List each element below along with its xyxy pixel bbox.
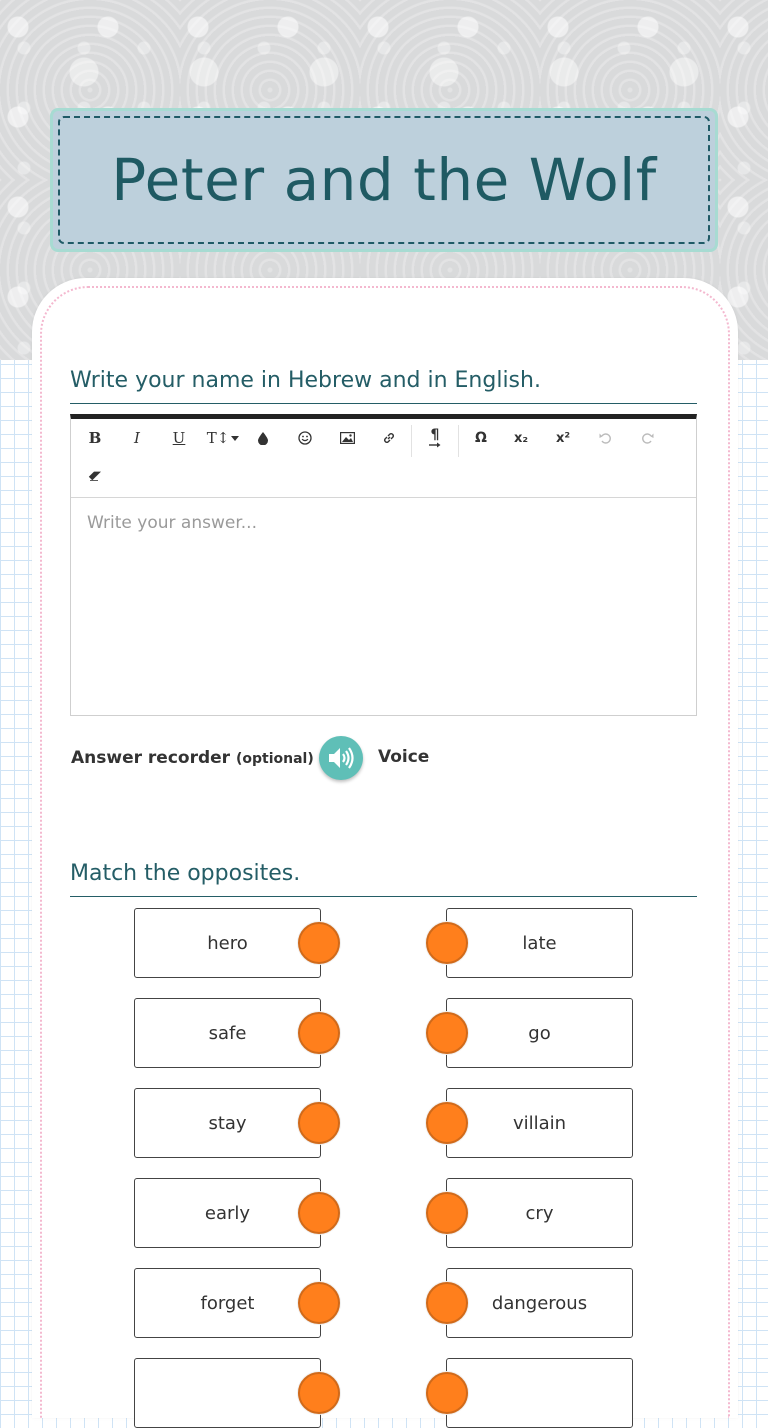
question-1-heading: Write your name in Hebrew and in English. bbox=[70, 368, 697, 404]
bold-button[interactable]: B bbox=[88, 429, 102, 447]
match-right-item[interactable]: go bbox=[446, 998, 633, 1068]
match-left-connector[interactable] bbox=[298, 1192, 340, 1234]
match-right-connector[interactable] bbox=[426, 1372, 468, 1414]
underline-button[interactable]: U bbox=[172, 429, 186, 447]
match-left-item[interactable]: stay bbox=[134, 1088, 321, 1158]
match-right-connector[interactable] bbox=[426, 1102, 468, 1144]
arrow-right-icon bbox=[428, 442, 442, 448]
recorder-label-text: Answer recorder bbox=[71, 748, 231, 768]
question-2-heading: Match the opposites. bbox=[70, 861, 697, 897]
match-right-connector[interactable] bbox=[426, 922, 468, 964]
chevron-down-icon bbox=[231, 436, 239, 441]
italic-button[interactable]: I bbox=[134, 429, 140, 447]
page-title: Peter and the Wolf bbox=[111, 146, 657, 214]
match-left-item[interactable]: hero bbox=[134, 908, 321, 978]
paragraph-direction-button[interactable] bbox=[420, 423, 450, 453]
recorder-label bbox=[71, 748, 327, 768]
link-icon bbox=[382, 431, 396, 445]
match-right-item[interactable]: villain bbox=[446, 1088, 633, 1158]
voice-label: Voice bbox=[378, 747, 430, 767]
match-right-connector[interactable] bbox=[426, 1282, 468, 1324]
text-color-button[interactable] bbox=[248, 423, 278, 453]
match-left-item[interactable] bbox=[134, 1358, 321, 1428]
match-right-item[interactable] bbox=[446, 1358, 633, 1428]
match-right-connector[interactable] bbox=[426, 1012, 468, 1054]
title-frame bbox=[58, 116, 710, 244]
image-button[interactable] bbox=[332, 423, 362, 453]
droplet-icon bbox=[258, 432, 268, 445]
image-icon bbox=[340, 432, 355, 444]
match-right-item[interactable]: dangerous bbox=[446, 1268, 633, 1338]
match-left-item[interactable]: early bbox=[134, 1178, 321, 1248]
editor-toolbar bbox=[71, 419, 696, 498]
link-button[interactable] bbox=[374, 423, 404, 453]
match-left-connector[interactable] bbox=[298, 1282, 340, 1324]
emoji-button[interactable] bbox=[290, 423, 320, 453]
redo-button[interactable] bbox=[632, 423, 662, 453]
title-card bbox=[50, 108, 718, 252]
speaker-icon bbox=[326, 745, 356, 771]
match-left-connector[interactable] bbox=[298, 922, 340, 964]
smiley-icon bbox=[298, 431, 312, 445]
undo-icon bbox=[599, 432, 612, 444]
match-left-connector[interactable] bbox=[298, 1012, 340, 1054]
text-size-label: T↕ bbox=[206, 429, 230, 447]
match-right-connector[interactable] bbox=[426, 1192, 468, 1234]
clear-formatting-button[interactable] bbox=[80, 461, 110, 491]
redo-icon bbox=[641, 432, 654, 444]
match-left-connector[interactable] bbox=[298, 1372, 340, 1414]
eraser-icon bbox=[88, 471, 102, 481]
undo-button[interactable] bbox=[590, 423, 620, 453]
recorder-optional-text: (optional) bbox=[235, 751, 314, 767]
record-voice-button[interactable] bbox=[319, 736, 363, 780]
text-size-dropdown[interactable] bbox=[206, 423, 240, 453]
match-left-connector[interactable] bbox=[298, 1102, 340, 1144]
match-right-item[interactable]: late bbox=[446, 908, 633, 978]
paragraph-icon: ¶ bbox=[430, 427, 440, 443]
special-characters-button[interactable]: Ω bbox=[475, 430, 487, 446]
answer-textarea[interactable]: Write your answer... bbox=[87, 513, 257, 533]
match-right-item[interactable]: cry bbox=[446, 1178, 633, 1248]
superscript-button[interactable]: x² bbox=[555, 430, 571, 446]
rich-text-editor[interactable] bbox=[70, 414, 697, 716]
toolbar-divider bbox=[411, 425, 412, 457]
subscript-button[interactable]: x₂ bbox=[513, 430, 529, 446]
match-left-item[interactable]: safe bbox=[134, 998, 321, 1068]
toolbar-divider bbox=[458, 425, 459, 457]
match-left-item[interactable]: forget bbox=[134, 1268, 321, 1338]
answer-recorder bbox=[71, 736, 471, 782]
